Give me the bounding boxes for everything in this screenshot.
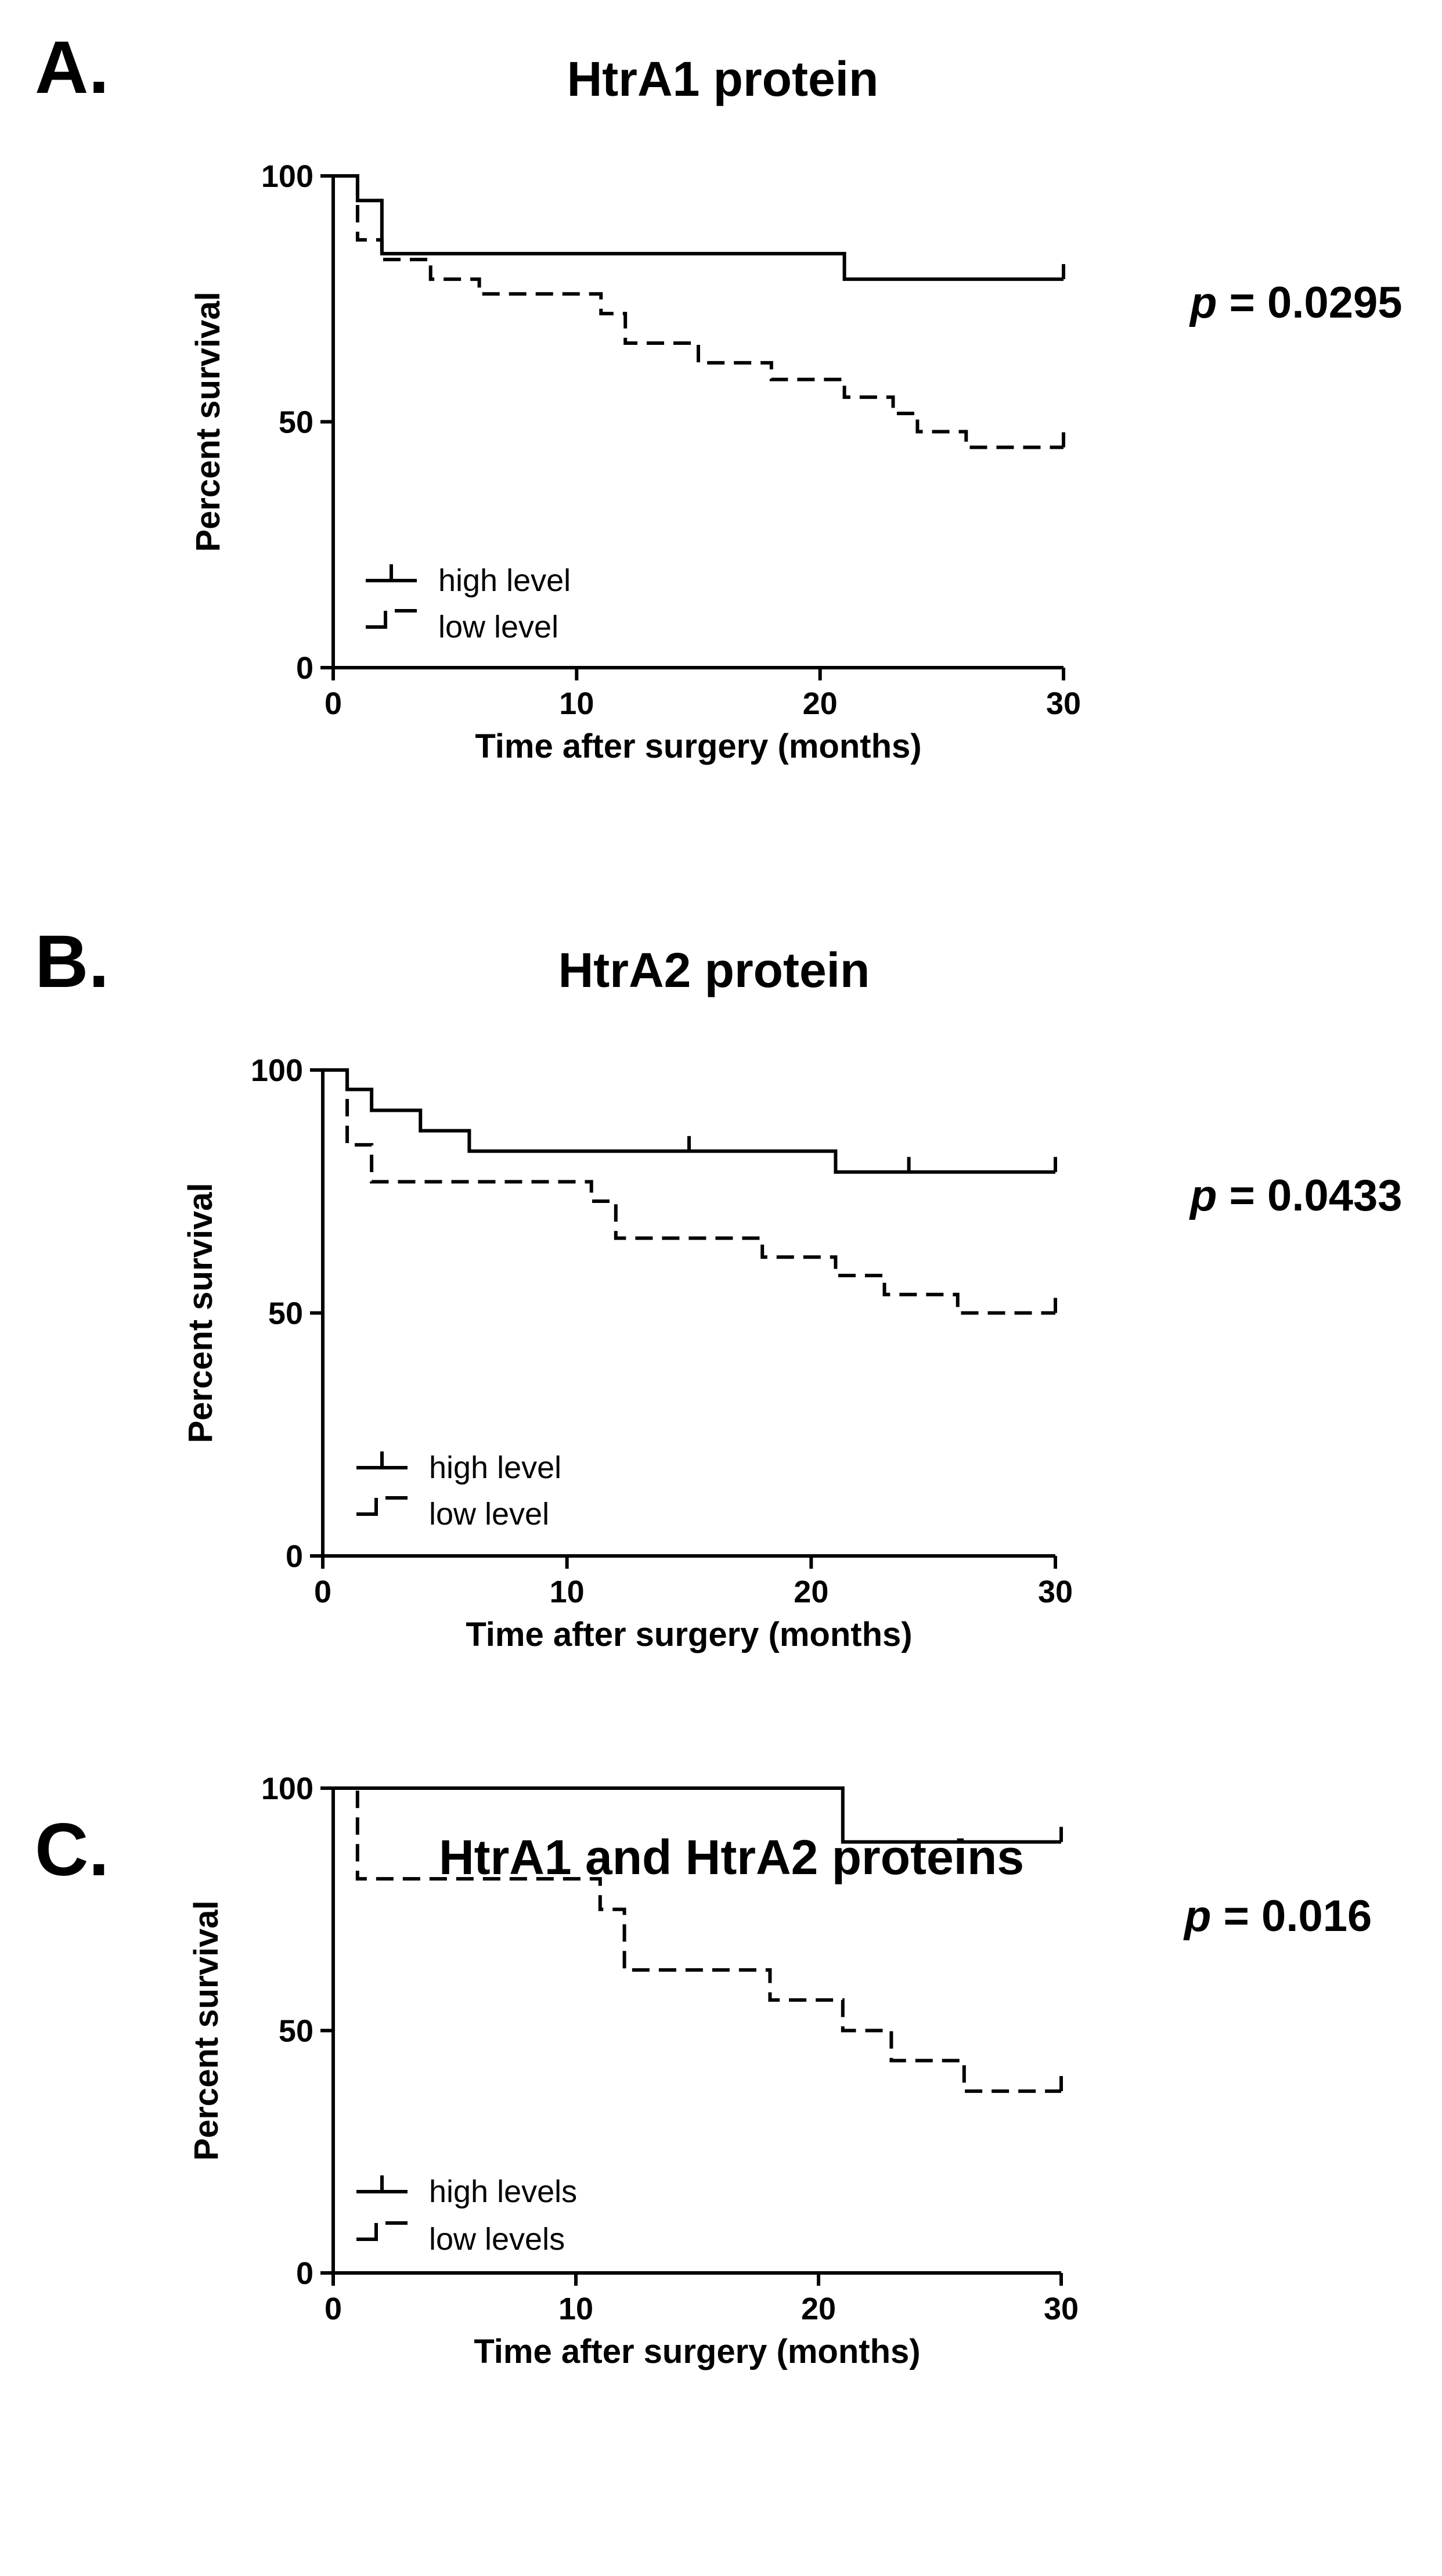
x-tick-label: 0	[313, 1575, 332, 1609]
chart-panel	[35, 920, 1403, 1653]
p-value	[1189, 1171, 1403, 1220]
chart-title: HtrA1 and HtrA2 proteins	[438, 1830, 1025, 1885]
legend-label: high level	[438, 563, 571, 598]
series-line	[323, 1070, 1055, 1313]
legend-swatch-dashed	[356, 2223, 408, 2239]
p-value-number: = 0.016	[1211, 1892, 1372, 1941]
x-tick-label: 0	[324, 2292, 343, 2326]
legend-swatch-solid	[356, 2175, 408, 2192]
legend-label: low level	[438, 610, 559, 644]
y-tick-label: 50	[278, 2013, 313, 2049]
x-tick-label: 30	[1037, 1575, 1073, 1609]
p-value	[1189, 278, 1403, 327]
y-tick-label: 0	[285, 1539, 303, 1574]
x-tick-label: 20	[801, 2292, 837, 2326]
legend-swatch-solid	[366, 564, 417, 581]
series-line	[333, 176, 1064, 448]
p-value-number: = 0.0433	[1217, 1171, 1403, 1220]
x-tick-label: 30	[1043, 2292, 1079, 2326]
p-value	[1183, 1892, 1372, 1941]
p-value-number: = 0.0295	[1217, 278, 1403, 327]
p-value-symbol: p	[1190, 1171, 1217, 1220]
chart-title: HtrA2 protein	[558, 943, 870, 997]
y-tick-label: 100	[261, 159, 313, 194]
x-axis-label: Time after surgery (months)	[475, 727, 922, 765]
x-tick-label: 10	[558, 2292, 594, 2326]
panel-label: A.	[35, 26, 109, 109]
y-axis-label: Percent survival	[182, 1183, 219, 1443]
x-tick-label: 20	[794, 1575, 829, 1609]
p-value-symbol: p	[1184, 1892, 1212, 1941]
x-tick-label: 10	[549, 1575, 585, 1609]
y-axis-label: Percent survival	[189, 291, 227, 552]
y-tick-label: 0	[295, 651, 313, 686]
x-axis-label: Time after surgery (months)	[466, 1616, 913, 1653]
legend-label: high level	[429, 1450, 562, 1485]
legend-swatch-dashed	[356, 1498, 408, 1514]
legend-swatch-solid	[356, 1451, 408, 1468]
series-line	[333, 176, 1064, 279]
panel-label: C.	[35, 1808, 109, 1892]
panel-label: B.	[35, 920, 109, 1003]
y-axis-label: Percent survival	[188, 1900, 225, 2161]
chart-panel	[35, 1771, 1372, 2370]
x-tick-label: 30	[1046, 686, 1082, 721]
chart-title: HtrA1 protein	[567, 52, 879, 106]
x-axis-label: Time after surgery (months)	[474, 2333, 921, 2370]
x-tick-label: 10	[559, 686, 594, 721]
x-tick-label: 0	[324, 686, 343, 721]
legend-label: low level	[429, 1497, 550, 1532]
y-tick-label: 0	[295, 2256, 313, 2291]
legend-label: low levels	[429, 2222, 565, 2257]
legend-swatch-dashed	[366, 611, 417, 627]
y-tick-label: 50	[268, 1296, 303, 1331]
y-tick-label: 100	[261, 1771, 313, 1806]
chart-panel	[35, 26, 1403, 765]
y-tick-label: 50	[278, 405, 313, 440]
legend-label: high levels	[429, 2174, 578, 2209]
series-line	[323, 1070, 1055, 1172]
y-tick-label: 100	[250, 1053, 303, 1088]
p-value-symbol: p	[1190, 278, 1217, 327]
x-tick-label: 20	[802, 686, 838, 721]
